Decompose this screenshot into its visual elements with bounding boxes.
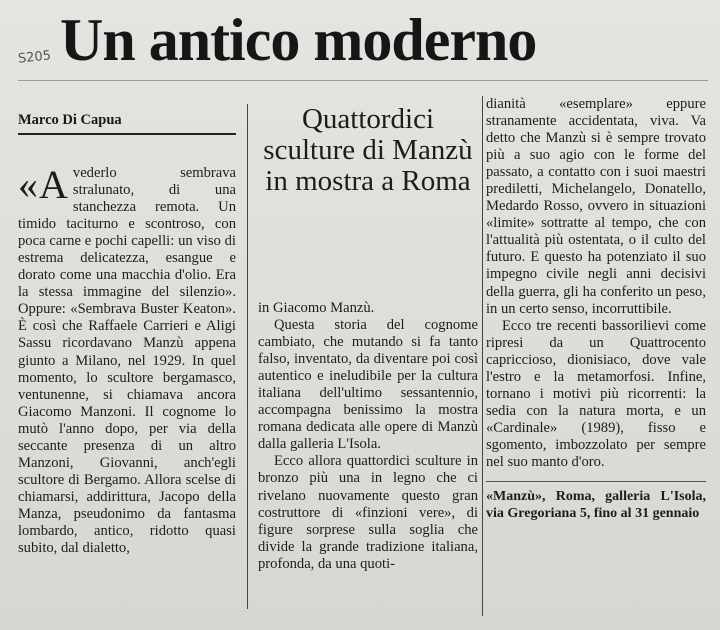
article-column-3	[486, 96, 706, 522]
article-column-2	[258, 300, 478, 573]
paragraph: Ecco allora quattordici sculture in bronzo più una in legno che ci rivelano nuovamente questo gran costruttore di «finzioni vere», di figure sorprese sulla soglia che divide la grande tradizione italiana, profonda, da una quoti-	[258, 453, 478, 572]
headline: Un antico moderno	[60, 7, 537, 73]
lead-paragraph	[18, 162, 236, 557]
column-divider-1	[247, 104, 248, 609]
paragraph: dianità «esemplare» eppure stranamente accidentata, viva. Va detto che Manzù si è sempre trovato più a suo agio con le forme del passato, a contatto con i suoi maestri prediletti, Michelangelo, Donatello, Medardo Rosso, ovvero in situazioni «limite» sottratte al tempo, che con l'attualità più ostentata, o il culto del futuro. E questo ha potenziato il suo impegno civile negli anni decisivi della guerra, gli ha conferito un peso, in un certo senso, incorruttibile.	[486, 96, 706, 317]
byline: Marco Di Capua	[18, 112, 236, 135]
paragraph: in Giacomo Manzù.	[258, 300, 375, 316]
handwritten-note: S205	[17, 48, 52, 67]
headline-rule	[18, 80, 708, 81]
deck-subtitle: Quattordici sculture di Manzù in mostra a Roma	[263, 103, 473, 197]
lead-text: vederlo sembrava stralunato, di una stanchezza remota. Un timido taciturno e scontroso, con poca carne e pochi capelli: un viso di estrema delicatezza, esangue e dorato come una macchia d'olio. Era la stessa immagine del silenzio». Oppure: «Sembrava Buster Keaton». È così che Raffaele Carrieri e Aligi Sassu ricordavano Manzù appena giunto a Milano, nel 1929. In quel momento, lo scultore bergamasco, ventunenne, si chiamava ancora Giacomo Manzoni. Il cognome lo mutò l'anno dopo, per via della seccante presenza di un altro Manzoni, Giovanni, anch'egli scultore di Bergamo. Allora scelse di chiamarsi, addirittura, Jacopo della Manza, pseudonimo da fantasma lombardo, antico, ridotto quasi subito, dal dialetto,	[18, 165, 236, 557]
article-column-1	[18, 162, 236, 557]
paragraph: Questa storia del cognome cambiato, che mutando si fa tanto falso, inventato, da diventare poi così autentico e ineludibile per la cultura italiana dell'ultimo sessantennio, accompagna benissimo la mostra romana dedicata alle opere di Manzù dalla galleria L'Isola.	[258, 317, 478, 453]
drop-cap: «A	[18, 162, 69, 207]
exhibition-info: «Manzù», Roma, galleria L'Isola, via Gregoriana 5, fino al 31 gennaio	[486, 481, 706, 522]
column-divider-2	[482, 96, 483, 616]
paragraph: Ecco tre recenti bassorilievi come ripresi da un Quattrocento capriccioso, dionisiaco, dove vale l'estro e la metamorfosi. Infine, tornano i motivi più ricorrenti: la sedia con la natura morta, e un «Cardinale» (1989), fisso e sgomento, imbozzolato per sempre nel suo manto d'oro.	[486, 317, 706, 470]
